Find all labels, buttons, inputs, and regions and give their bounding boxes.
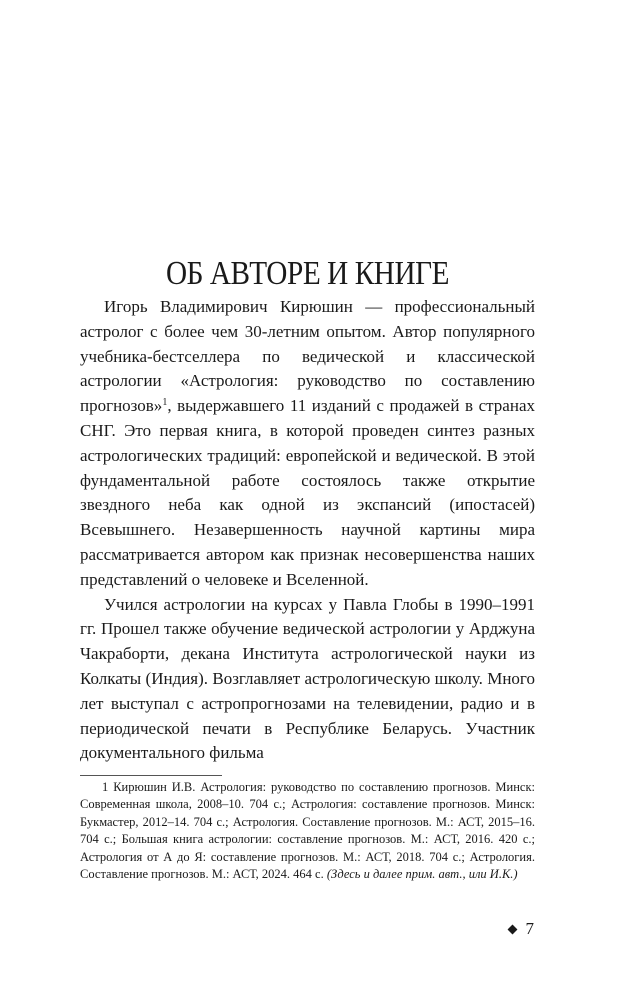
page-footer [509, 918, 535, 940]
diamond-icon [507, 924, 517, 934]
paragraph-2: Учился астрологии на курсах у Павла Глобы в 1990–1991 гг. Прошел также обучение ведической астрологии у Арджуна Чакраборти, декана Института астрологической науки из Колкаты (Индия). Возглавляет астрологическую школу. Много лет выступал с астропрогнозами на телевидении, радио и в периодической печати в Республике Беларусь. Участник документального фильма [80, 594, 535, 763]
footnote [80, 779, 535, 883]
footnote-text: 1 Кирюшин И.В. Астрология: руководство по составлению прогнозов. Минск: Современная школа, 2008–10. 704 с.; Астрология: составление прогнозов. Минск: Букмастер, 2012–14. 704 с.; Астрология. Составление прогнозов. М.: АСТ, 2015–16. 704 с.; Большая книга астрологии: составление прогнозов. М.: АСТ, 2016. 420 с.; Астрология от А до Я: составление прогнозов. М.: АСТ, 2018. 704 с.; Астрология. Составление прогнозов. М.: АСТ, 2024. 464 с. [80, 780, 535, 882]
chapter-heading: ОБ АВТОРЕ И КНИГЕ [165, 255, 450, 292]
footnote-reference[interactable]: 1 [162, 397, 168, 409]
footnote-italic-note: (Здесь и далее прим. авт., или И.К.) [326, 867, 518, 882]
footnote-divider [80, 775, 222, 776]
paragraph-1-text-continued: , выдержавшего 11 изданий с продажей в странах СНГ. Это первая книга, в которой проведен синтез разных астрологических традиций: европейской и ведической. В этой фундаментальной работе состоялось также открытие звездного неба как одной из экспансий (ипостасей) Всевышнего. Незавершенность научной картины мира рассматривается автором как признак несовершенства наших представлений о человеке и Вселенной. [80, 396, 535, 589]
paragraph-1-text: Игорь Владимирович Кирюшин — профессиональный астролог с более чем 30-летним опытом. Автор популярного учебника-бестселлера по ведической и классической астрологии «Астрология: руководство по составлению прогнозов» [80, 297, 535, 416]
page-number: 7 [525, 919, 534, 938]
paragraph-1 [80, 295, 535, 593]
body-text [80, 295, 535, 766]
